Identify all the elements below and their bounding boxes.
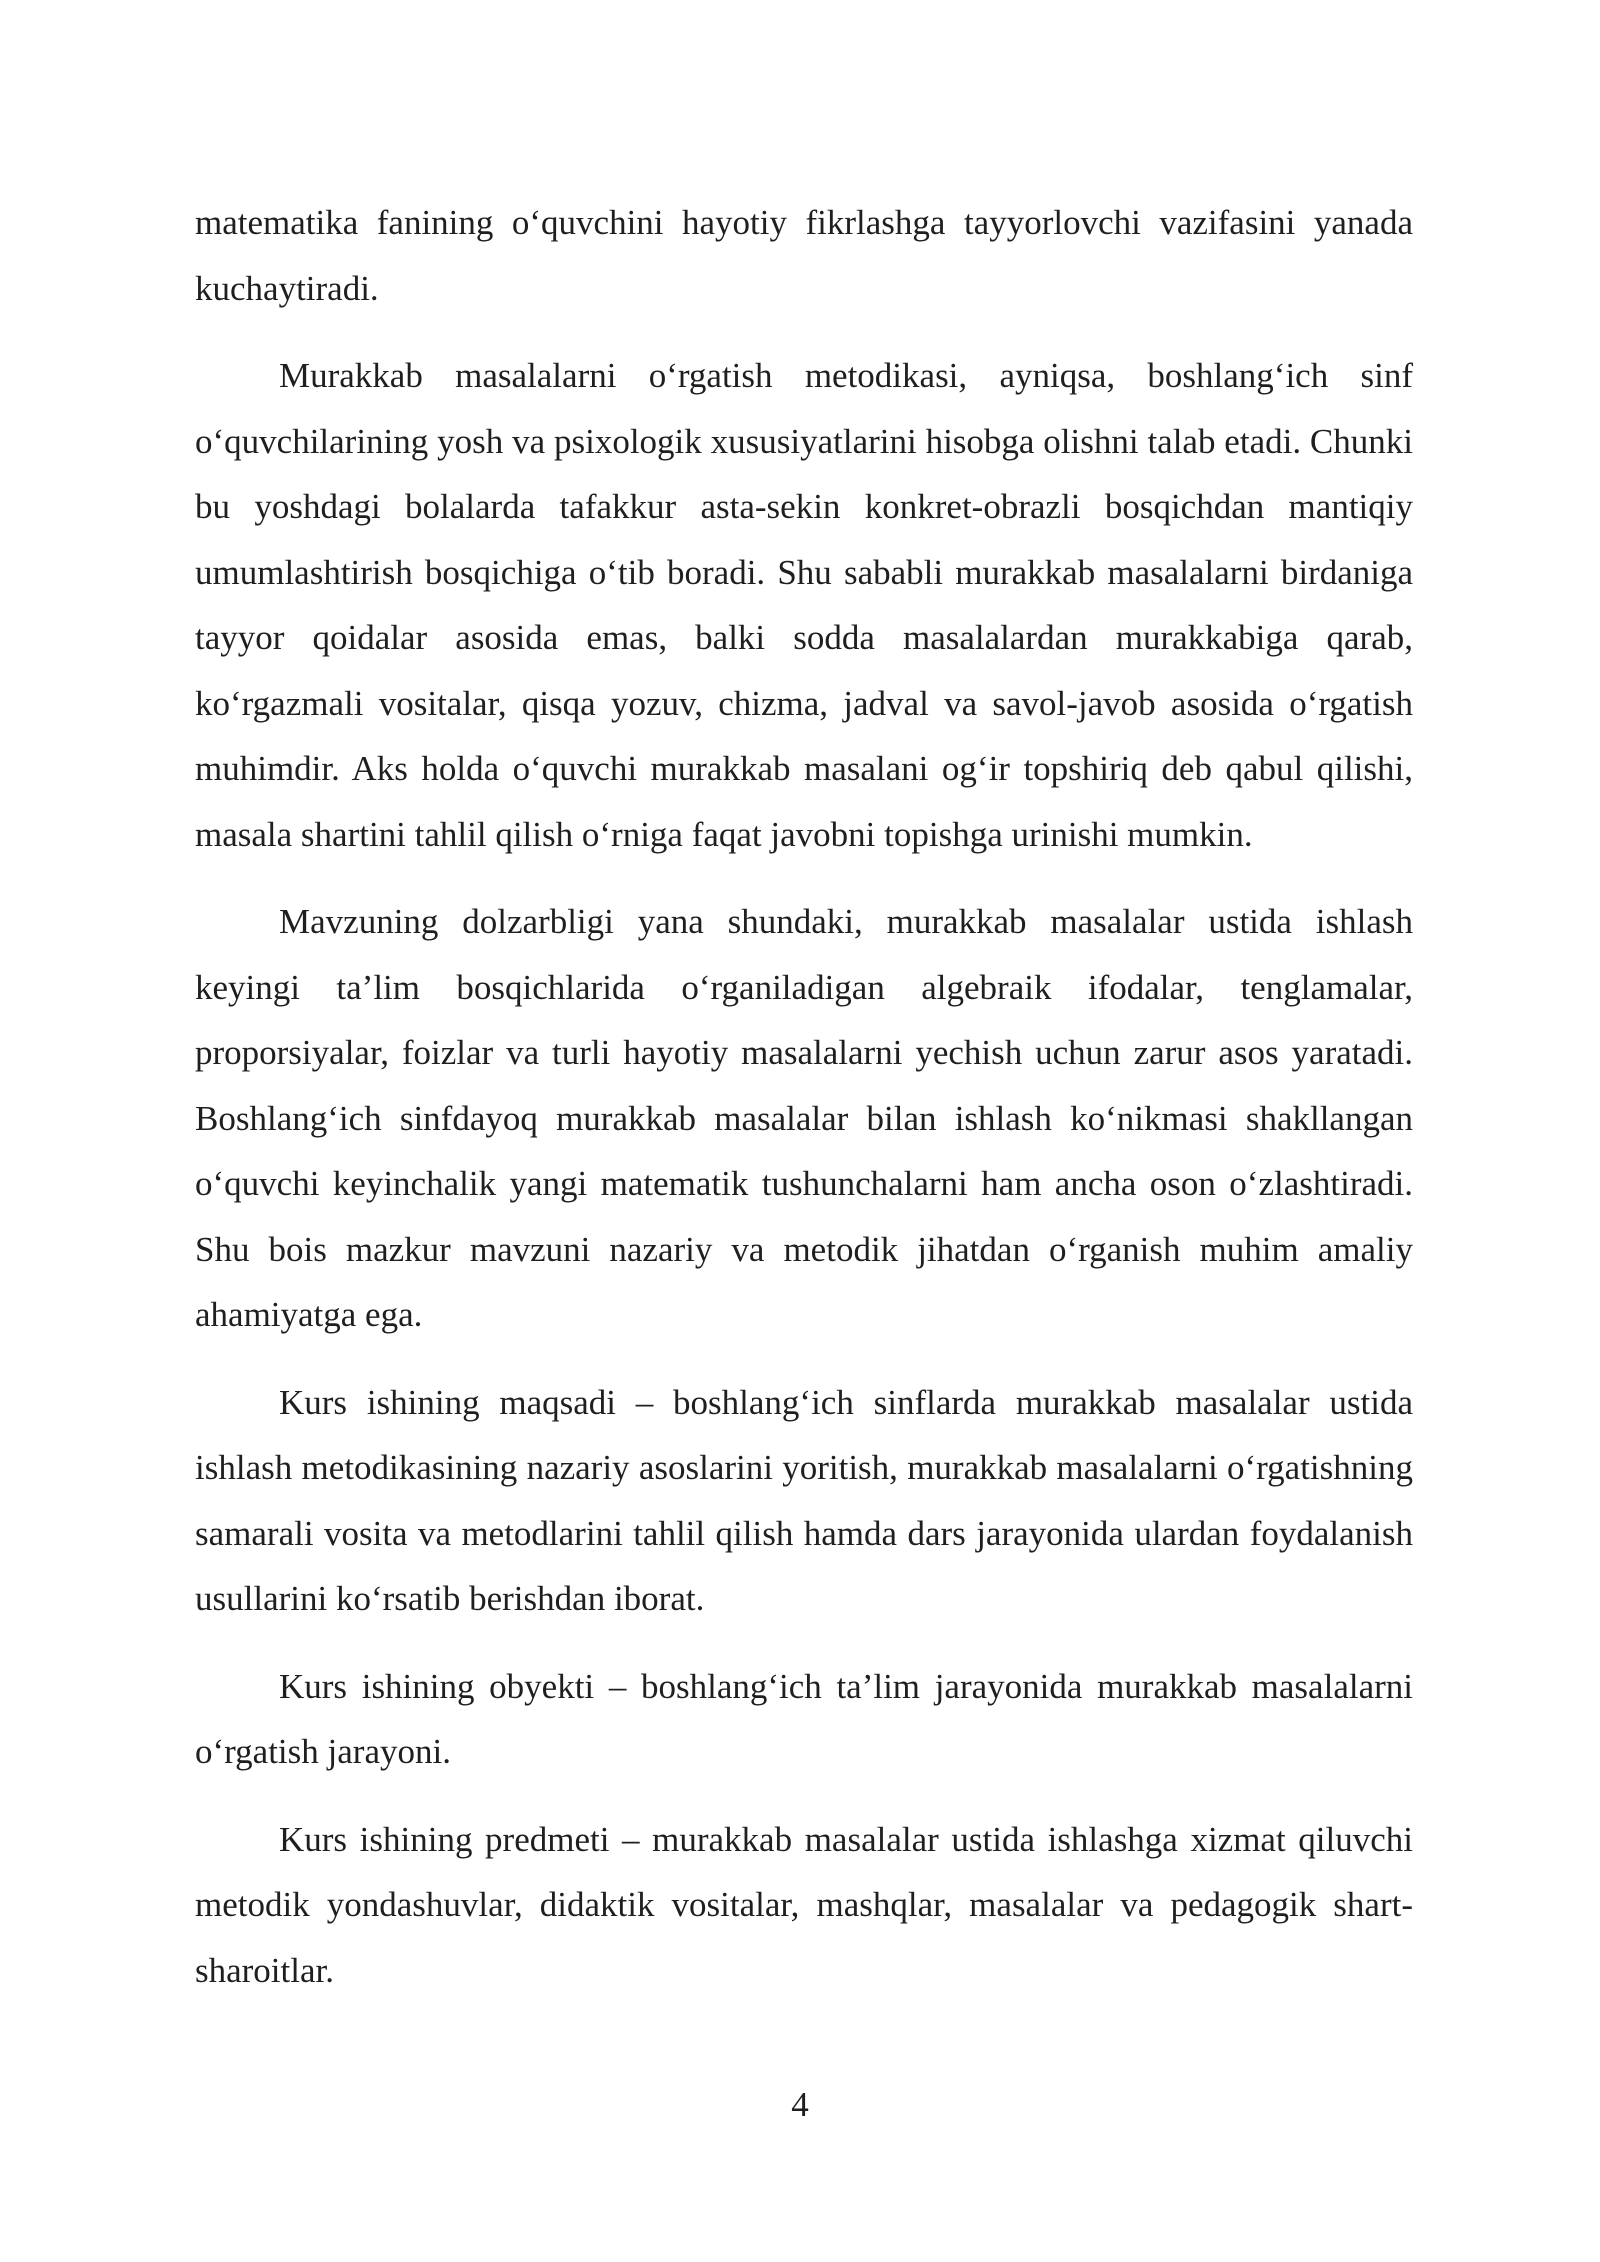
paragraph-goal: Kurs ishining maqsadi – boshlang‘ich sinflarda murakkab masalalar ustida ishlash metodikasining nazariy asoslarini yoritish, murakkab masalalarni o‘rgatishning samarali vosita va metodlarini tahlil qilish hamda dars jarayonida ulardan foydalanish usullarini ko‘rsatib berishdan iborat.	[195, 1382, 1413, 1618]
paragraph-methodology: Murakkab masalalarni o‘rgatish metodikasi, ayniqsa, boshlang‘ich sinf o‘quvchilarining yosh va psixologik xususiyatlarini hisobga olishni talab etadi. Chunki bu yoshdagi bolalarda tafakkur asta-sekin konkret-obrazli bosqichdan mantiqiy umumlashtirish bosqichiga o‘tib boradi. Shu sababli murakkab masalalarni birdaniga tayyor qoidalar asosida emas, balki sodda masalalardan murakkabiga qarab, ko‘rgazmali vositalar, qisqa yozuv, chizma, jadval va savol-javob asosida o‘rgatish muhimdir. Aks holda o‘quvchi murakkab masalani og‘ir topshiriq deb qabul qilishi, masala shartini tahlil qilish o‘rniga faqat javobni topishga urinishi mumkin.	[195, 356, 1413, 854]
paragraph-continuation: matematika fanining o‘quvchini hayotiy fikrlashga tayyorlovchi vazifasini yanada kuchaytiradi.	[195, 203, 1413, 308]
page-number: 4	[791, 2085, 809, 2124]
paragraph-object: Kurs ishining obyekti – boshlang‘ich ta’lim jarayonida murakkab masalalarni o‘rgatish jarayoni.	[195, 1666, 1413, 1771]
paragraph-subject: Kurs ishining predmeti – murakkab masalalar ustida ishlashga xizmat qiluvchi metodik yondashuvlar, didaktik vositalar, mashqlar, masalalar va pedagogik shart-sharoitlar.	[195, 1819, 1413, 1990]
paragraph-relevance: Mavzuning dolzarbligi yana shundaki, murakkab masalalar ustida ishlash keyingi ta’lim bosqichlarida o‘rganiladigan algebraik ifodalar, tenglamalar, proporsiyalar, foizlar va turli hayotiy masalalarni yechish uchun zarur asos yaratadi. Boshlang‘ich sinfdayoq murakkab masalalar bilan ishlash ko‘nikmasi shakllangan o‘quvchi keyinchalik yangi matematik tushunchalarni ham ancha oson o‘zlashtiradi. Shu bois mazkur mavzuni nazariy va metodik jihatdan o‘rganish muhim amaliy ahamiyatga ega.	[195, 902, 1413, 1334]
document-body	[195, 190, 1413, 2025]
